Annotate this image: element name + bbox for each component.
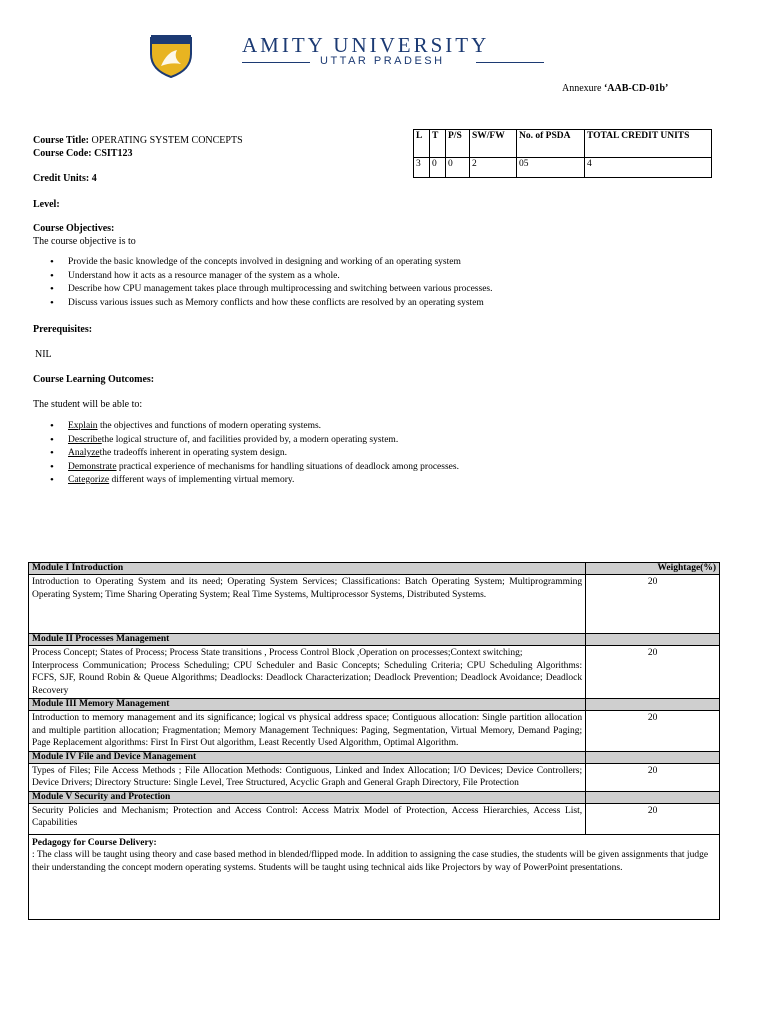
course-code: Course Code: CSIT123	[33, 148, 133, 159]
university-subtitle	[242, 55, 544, 69]
module-content: Introduction to memory management and its significance; logical vs physical address space; Contiguous allocation: Single partition allocation and multiple partition allocation; Fragmentation; Memory Management Techniques: Paging, Segmentation, Virtual Memory, Demand Paging; Page Replacement algorithms: First In First Out algorithm, Least Recently Used Algorithm, Optimal Algorithm.	[29, 711, 586, 752]
outcome-text: the tradeoffs inherent in operating system design.	[99, 448, 288, 458]
outcome-verb: Explain	[68, 421, 98, 431]
outcome-verb: Analyze	[68, 448, 100, 458]
outcome-verb: Demonstrate	[68, 461, 117, 472]
module-row	[29, 763, 720, 791]
pedagogy-cell	[29, 834, 720, 919]
credit-units: Credit Units: 4	[33, 173, 97, 184]
weightage-header: Weightage(%)	[586, 563, 720, 575]
module-weightage: 20	[586, 803, 720, 834]
outcomes-list	[50, 420, 459, 488]
module-header-row	[29, 563, 720, 575]
list-item	[50, 434, 459, 448]
level-label: Level:	[33, 199, 60, 210]
credit-value-cell: 4	[585, 158, 712, 178]
objectives-intro: The course objective is to	[33, 236, 136, 247]
credit-header-cell: L	[414, 130, 430, 158]
course-title-label: Course Title:	[33, 135, 90, 146]
university-subtitle-text: UTTAR PRADESH	[320, 55, 445, 67]
module-content: Introduction to Operating System and its need; Operating System Services; Classifications: Batch Operating System; Multiprogramming Operating System; Time Sharing Operating System; Real Time Systems, Multiprocessor Systems, Distributed Systems.	[29, 575, 586, 634]
module-header-row	[29, 699, 720, 711]
credit-table-value-row	[414, 158, 712, 178]
credit-header-cell: TOTAL CREDIT UNITS	[585, 130, 712, 158]
credit-value-cell: 05	[517, 158, 585, 178]
module-header-blank	[586, 751, 720, 763]
module-row	[29, 711, 720, 752]
outcome-text: practical experience of mechanisms for handling situations of deadlock among processes.	[116, 461, 459, 472]
pedagogy-row	[29, 834, 720, 919]
list-item: • Understand how it acts as a resource manager of the system as a whole.	[50, 270, 493, 284]
modules-table	[28, 562, 720, 920]
credit-value-cell: 3	[414, 158, 430, 178]
list-item: • Provide the basic knowledge of the concepts involved in designing and working of an operating system	[50, 256, 493, 270]
list-item	[50, 474, 459, 488]
module-title: Module II Processes Management	[29, 634, 586, 646]
credit-value-cell: 0	[446, 158, 470, 178]
list-item: • Describe how CPU management takes place through multiprocessing and switching between various processes.	[50, 283, 493, 297]
pedagogy-text: : The class will be taught using theory and case based method in blended/flipped mode. In addition to assigning the case studies, the students will be given assignments that judge their understanding the concept modern operating systems. Students will be taught using technical aids like Projectors by way of PowerPoint presentations.	[32, 850, 709, 873]
module-header-row	[29, 751, 720, 763]
module-header-blank	[586, 634, 720, 646]
module-title: Module IV File and Device Management	[29, 751, 586, 763]
credit-value-cell: 0	[430, 158, 446, 178]
list-item: • Discuss various issues such as Memory conflicts and how these conflicts are resolved by an operating system	[50, 297, 493, 311]
module-weightage: 20	[586, 575, 720, 634]
credit-header-cell: SW/FW	[470, 130, 517, 158]
outcomes-intro: The student will be able to:	[33, 399, 143, 410]
module-row	[29, 646, 720, 699]
pedagogy-heading: Pedagogy for Course Delivery:	[32, 837, 157, 848]
list-item	[50, 447, 459, 461]
module-content: Types of Files; File Access Methods ; File Allocation Methods: Contiguous, Linked and Index Allocation; I/O Devices; Device Controllers; Device Drivers; Directory Structure: Single Level, Tree Structured, Acyclic Graph and General Graph Directory, File Protection	[29, 763, 586, 791]
outcome-text: the logical structure of, and facilities provided by, a modern operating system.	[101, 434, 399, 445]
module-weightage: 20	[586, 646, 720, 699]
outcome-text: the objectives and functions of modern operating systems.	[97, 421, 322, 431]
module-weightage: 20	[586, 711, 720, 752]
module-weightage: 20	[586, 763, 720, 791]
module-header-blank	[586, 791, 720, 803]
outcome-text: different ways of implementing virtual memory.	[109, 475, 295, 485]
module-title: Module III Memory Management	[29, 699, 586, 711]
module-title: Module I Introduction	[29, 563, 586, 575]
outcome-verb: Describe	[68, 434, 102, 445]
list-item	[50, 461, 459, 475]
outcomes-heading: Course Learning Outcomes:	[33, 374, 155, 385]
annexure-label	[562, 83, 668, 94]
objectives-list	[50, 256, 493, 310]
outcome-verb: Categorize	[68, 475, 110, 485]
annexure-code: ‘AAB-CD-01b’	[603, 83, 669, 94]
credit-table	[413, 129, 712, 178]
module-header-row	[29, 791, 720, 803]
module-row	[29, 803, 720, 834]
credit-table-header-row	[414, 130, 712, 158]
credit-header-cell: T	[430, 130, 446, 158]
module-header-row	[29, 634, 720, 646]
credit-header-cell: No. of PSDA	[517, 130, 585, 158]
university-name: AMITY UNIVERSITY	[242, 33, 490, 57]
module-content: Process Concept; States of Process; Process State transitions , Process Control Block ,Operation on processes;Context switching; Interprocess Communication; Process Scheduling; CPU Scheduler and Basic Concepts; Scheduling Criteria; CPU Scheduling Algorithms: FCFS, SJF, Round Robin & Queue Algorithms; Deadlocks: Deadlock Characterization; Deadlock Prevention; Deadlock Avoidance; Deadlock Recovery	[29, 646, 586, 699]
objectives-heading: Course Objectives:	[33, 223, 115, 234]
course-title	[33, 134, 243, 147]
list-item	[50, 420, 459, 434]
module-content: Security Policies and Mechanism; Protection and Access Control: Access Matrix Model of Protection, Access Hierarchies, Access List, Capabilities	[29, 803, 586, 834]
prerequisites-heading: Prerequisites:	[33, 324, 93, 335]
annexure-prefix: Annexure	[562, 83, 602, 94]
amity-logo-shield	[147, 32, 195, 78]
course-title-value: OPERATING SYSTEM CONCEPTS	[91, 135, 243, 146]
module-header-blank	[586, 699, 720, 711]
credit-header-cell: P/S	[446, 130, 470, 158]
module-title: Module V Security and Protection	[29, 791, 586, 803]
prerequisites-value: NIL	[35, 349, 52, 360]
module-row	[29, 575, 720, 634]
credit-value-cell: 2	[470, 158, 517, 178]
